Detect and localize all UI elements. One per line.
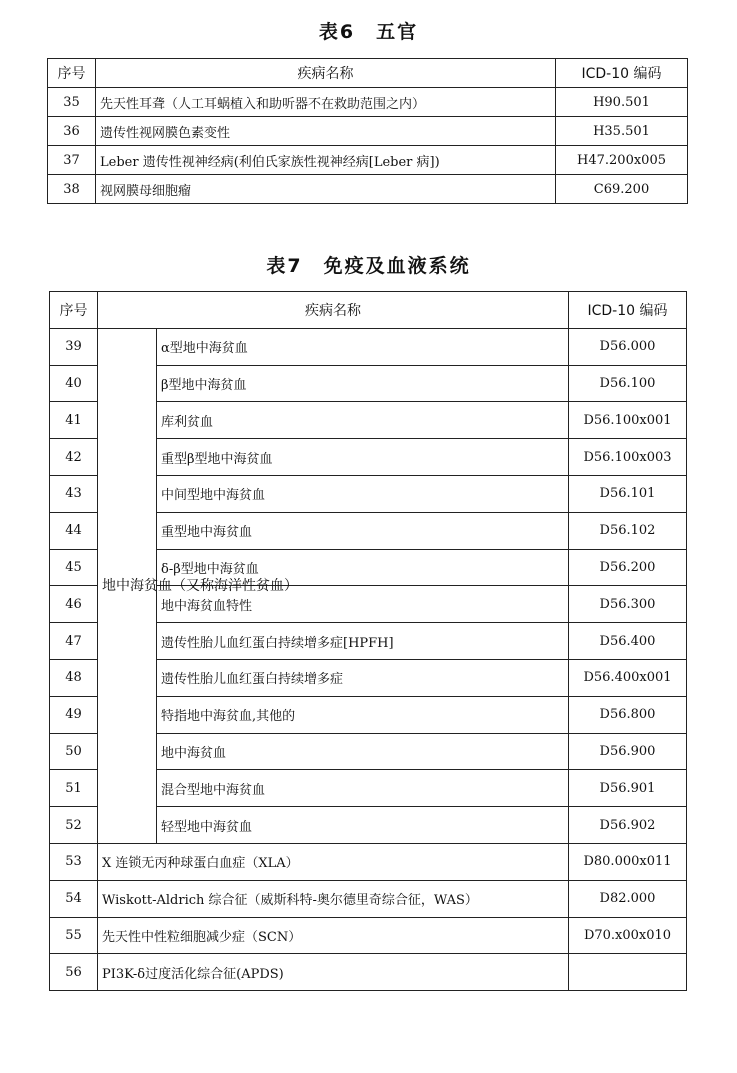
row-icd-code: H47.200x005	[556, 146, 688, 175]
row-icd-code: D56.300	[569, 586, 687, 623]
row-disease-name: α型地中海贫血	[157, 328, 569, 365]
row-disease-name: Leber 遗传性视神经病(利伯氏家族性视神经病[Leber 病])	[96, 146, 556, 175]
row-seq: 41	[50, 402, 98, 439]
row-seq: 54	[50, 880, 98, 917]
header-icd-code: ICD-10 编码	[569, 292, 687, 329]
row-disease-name: 先天性中性粒细胞减少症（SCN）	[98, 917, 569, 954]
row-icd-code: D80.000x011	[569, 843, 687, 880]
row-disease-name: 视网膜母细胞瘤	[96, 175, 556, 204]
row-icd-code: D56.101	[569, 475, 687, 512]
row-disease-name: 中间型地中海贫血	[157, 475, 569, 512]
row-icd-code: D56.901	[569, 770, 687, 807]
row-icd-code: D56.102	[569, 512, 687, 549]
table-row	[50, 328, 687, 365]
row-icd-code: D56.900	[569, 733, 687, 770]
header-seq: 序号	[48, 59, 96, 88]
row-seq: 48	[50, 659, 98, 696]
row-icd-code: D56.800	[569, 696, 687, 733]
row-seq: 43	[50, 475, 98, 512]
row-seq: 39	[50, 328, 98, 365]
row-icd-code: C69.200	[556, 175, 688, 204]
row-icd-code: D82.000	[569, 880, 687, 917]
table-row	[50, 880, 687, 917]
row-disease-name: 地中海贫血	[157, 733, 569, 770]
row-icd-code: D56.000	[569, 328, 687, 365]
row-seq: 47	[50, 623, 98, 660]
row-disease-name: 重型β型地中海贫血	[157, 439, 569, 476]
row-icd-code: D56.400	[569, 623, 687, 660]
row-disease-name: 遗传性胎儿血红蛋白持续增多症[HPFH]	[157, 623, 569, 660]
row-seq: 51	[50, 770, 98, 807]
table-row	[48, 117, 688, 146]
table-header-row	[50, 292, 687, 329]
row-seq: 55	[50, 917, 98, 954]
row-seq: 50	[50, 733, 98, 770]
row-seq: 44	[50, 512, 98, 549]
header-disease-name: 疾病名称	[96, 59, 556, 88]
table-6	[47, 58, 688, 204]
row-disease-name: 遗传性视网膜色素变性	[96, 117, 556, 146]
header-disease-name: 疾病名称	[98, 292, 569, 329]
row-icd-code: D56.400x001	[569, 659, 687, 696]
table-7-title: 表7 免疫及血液系统	[266, 255, 471, 277]
row-disease-name: PI3K-δ过度活化综合征(APDS)	[98, 954, 569, 991]
row-disease-name: 特指地中海贫血,其他的	[157, 696, 569, 733]
table-row	[50, 843, 687, 880]
row-disease-name: 轻型地中海贫血	[157, 807, 569, 844]
row-disease-name: 混合型地中海贫血	[157, 770, 569, 807]
table-6-title: 表6 五官	[318, 21, 419, 43]
header-icd-code: ICD-10 编码	[556, 59, 688, 88]
group-label-thalassemia: 地中海贫血（又称海洋性贫血）	[98, 328, 157, 843]
row-seq: 42	[50, 439, 98, 476]
row-icd-code: H90.501	[556, 88, 688, 117]
row-icd-code: D56.100	[569, 365, 687, 402]
header-seq: 序号	[50, 292, 98, 329]
row-seq: 52	[50, 807, 98, 844]
table-row	[48, 146, 688, 175]
table-row	[48, 88, 688, 117]
row-seq: 37	[48, 146, 96, 175]
row-icd-code: D56.902	[569, 807, 687, 844]
row-seq: 36	[48, 117, 96, 146]
row-disease-name: 先天性耳聋（人工耳蜗植入和助听器不在救助范围之内）	[96, 88, 556, 117]
table-row	[48, 175, 688, 204]
row-disease-name: 重型地中海贫血	[157, 512, 569, 549]
row-seq: 49	[50, 696, 98, 733]
row-disease-name: Wiskott-Aldrich 综合征（威斯科特-奥尔德里奇综合征，WAS）	[98, 880, 569, 917]
row-disease-name: 库利贫血	[157, 402, 569, 439]
row-icd-code: D56.100x003	[569, 439, 687, 476]
row-seq: 45	[50, 549, 98, 586]
table-row	[50, 954, 687, 991]
row-disease-name: X 连锁无丙种球蛋白血症（XLA）	[98, 843, 569, 880]
row-seq: 38	[48, 175, 96, 204]
row-seq: 56	[50, 954, 98, 991]
row-disease-name: 地中海贫血特性	[157, 586, 569, 623]
row-seq: 40	[50, 365, 98, 402]
row-disease-name: 遗传性胎儿血红蛋白持续增多症	[157, 659, 569, 696]
row-seq: 46	[50, 586, 98, 623]
row-icd-code	[569, 954, 687, 991]
row-icd-code: H35.501	[556, 117, 688, 146]
table-header-row	[48, 59, 688, 88]
row-disease-name: δ-β型地中海贫血	[157, 549, 569, 586]
row-disease-name: β型地中海贫血	[157, 365, 569, 402]
row-seq: 53	[50, 843, 98, 880]
row-icd-code: D70.x00x010	[569, 917, 687, 954]
row-seq: 35	[48, 88, 96, 117]
row-icd-code: D56.100x001	[569, 402, 687, 439]
table-7	[49, 291, 687, 991]
table-row	[50, 917, 687, 954]
row-icd-code: D56.200	[569, 549, 687, 586]
